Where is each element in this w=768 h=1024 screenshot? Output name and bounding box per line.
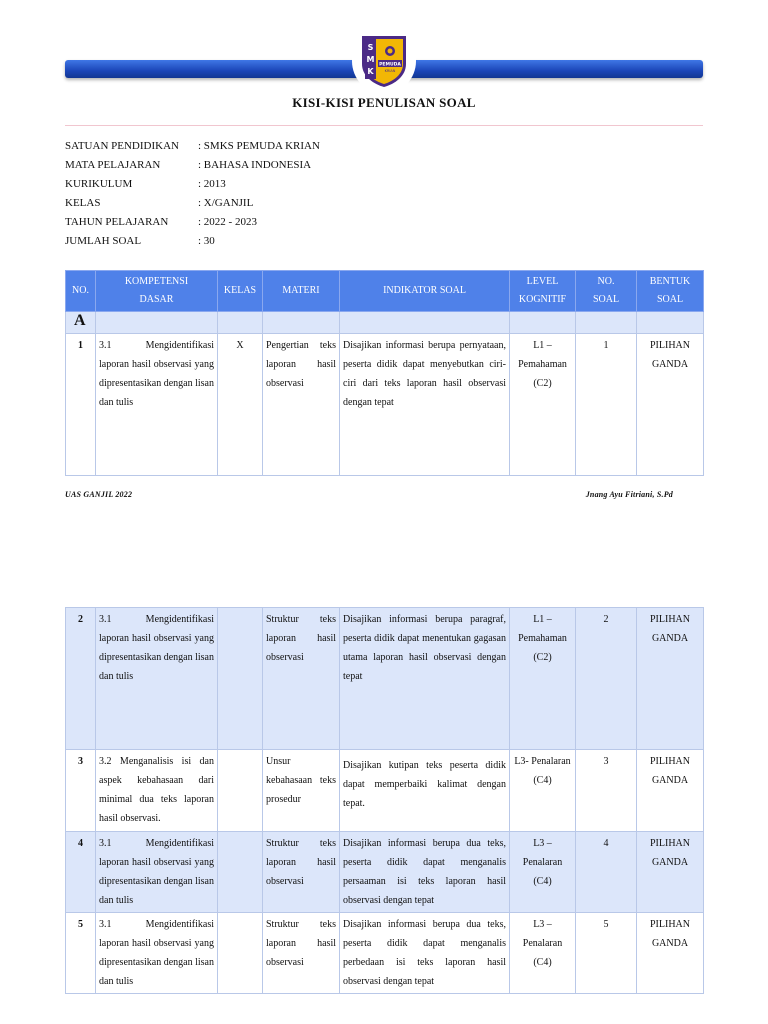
info-row bbox=[65, 140, 498, 159]
header-nosoal-line1: NO. bbox=[597, 276, 615, 287]
info-label: MATA PELAJARAN bbox=[65, 159, 161, 171]
header-materi: MATERI bbox=[263, 271, 340, 312]
cell-indikator: Disajikan kutipan teks peserta didik dapat memperbaiki kalimat dengan tepat. bbox=[340, 750, 510, 832]
cell-nosoal: 1 bbox=[576, 334, 637, 476]
header-kd-line1: KOMPETENSI bbox=[124, 276, 189, 287]
header-kd-line2: DASAR bbox=[139, 294, 174, 305]
header-kompetensi-dasar bbox=[96, 271, 218, 312]
document-title: KISI-KISI PENULISAN SOAL bbox=[292, 95, 476, 110]
cell-bentuk: PILIHAN GANDA bbox=[637, 832, 704, 913]
table-row bbox=[66, 913, 704, 994]
info-label: SATUAN PENDIDIKAN bbox=[65, 140, 179, 152]
cell-kelas bbox=[218, 913, 263, 994]
cell-indikator: Disajikan informasi berupa paragraf, peserta didik dapat menentukan gagasan utama laporan hasil observasi dengan tepat bbox=[340, 608, 510, 750]
table-row bbox=[66, 750, 704, 832]
cell-nosoal: 3 bbox=[576, 750, 637, 832]
cell-materi: Unsur kebahasaan teks prosedur bbox=[263, 750, 340, 832]
cell-nosoal: 5 bbox=[576, 913, 637, 994]
table-row bbox=[66, 334, 704, 476]
info-label: TAHUN PELAJARAN bbox=[65, 216, 169, 228]
cell-bentuk: PILIHAN GANDA bbox=[637, 334, 704, 476]
table-row bbox=[66, 832, 704, 913]
header-nosoal-line2: SOAL bbox=[592, 294, 620, 305]
footer-right: Jnang Ayu Fitriani, S.Pd bbox=[585, 490, 673, 499]
header-level-line2: KOGNITIF bbox=[518, 294, 567, 305]
cell-indikator: Disajikan informasi berupa dua teks, peserta didik dapat menganalis persaaman isi teks laporan hasil observasi dengan tepat bbox=[340, 832, 510, 913]
cell-materi: Struktur teks laporan hasil observasi bbox=[263, 608, 340, 750]
cell-no: 3 bbox=[66, 750, 96, 832]
header-level-kognitif bbox=[510, 271, 576, 312]
logo-letter-1: S bbox=[367, 43, 374, 52]
header-no-soal bbox=[576, 271, 637, 312]
cell-level: L1 – Pemahaman (C2) bbox=[510, 608, 576, 750]
cell-nosoal: 2 bbox=[576, 608, 637, 750]
info-value: : 2022 - 2023 bbox=[198, 216, 257, 228]
cell-level: L3 – Penalaran (C4) bbox=[510, 913, 576, 994]
header-bentuk-soal bbox=[637, 271, 704, 312]
footer-left: UAS GANJIL 2022 bbox=[65, 490, 133, 499]
info-row bbox=[65, 178, 498, 197]
cell-materi: Struktur teks laporan hasil observasi bbox=[263, 832, 340, 913]
cell-indikator: Disajikan informasi berupa dua teks, peserta didik dapat menganalis perbedaan isi teks laporan hasil observasi dengan tepat bbox=[340, 913, 510, 994]
cell-indikator: Disajikan informasi berupa pernyataan, peserta didik dapat menyebutkan ciri-ciri dari teks laporan hasil observasi dengan tepat bbox=[340, 334, 510, 476]
cell-no: 5 bbox=[66, 913, 96, 994]
info-value: : BAHASA INDONESIA bbox=[198, 159, 312, 171]
info-label: KELAS bbox=[65, 197, 101, 209]
header-no: NO. bbox=[66, 271, 96, 312]
info-value: : 30 bbox=[198, 235, 215, 247]
header-indikator: INDIKATOR SOAL bbox=[340, 271, 510, 312]
info-value: : SMKS PEMUDA KRIAN bbox=[198, 140, 320, 152]
info-label: JUMLAH SOAL bbox=[65, 235, 142, 247]
cell-level: L3- Penalaran (C4) bbox=[510, 750, 576, 832]
cell-bentuk: PILIHAN GANDA bbox=[637, 913, 704, 994]
info-row bbox=[65, 235, 498, 254]
info-row bbox=[65, 159, 498, 178]
header-bentuk-line2: SOAL bbox=[656, 294, 684, 305]
cell-kelas bbox=[218, 832, 263, 913]
cell-kd: 3.2 Menganalisis isi dan aspek kebahasaan dari minimal dua teks laporan hasil observasi. bbox=[96, 750, 218, 832]
cell-level: L1 – Pemahaman (C2) bbox=[510, 334, 576, 476]
cell-kd: 3.1 Mengidentifikasi laporan hasil observasi yang dipresentasikan dengan lisan dan tulis bbox=[96, 913, 218, 994]
info-row bbox=[65, 216, 498, 235]
logo-subtext: KRIAN bbox=[384, 69, 396, 73]
kisi-kisi-table-page1 bbox=[65, 270, 704, 476]
cell-nosoal: 4 bbox=[576, 832, 637, 913]
cell-kelas: X bbox=[218, 334, 263, 476]
cell-bentuk: PILIHAN GANDA bbox=[637, 750, 704, 832]
cell-materi: Pengertian teks laporan hasil observasi bbox=[263, 334, 340, 476]
school-logo bbox=[352, 28, 416, 94]
section-label: A bbox=[66, 312, 96, 334]
title-divider bbox=[65, 125, 703, 126]
kisi-kisi-table-page2 bbox=[65, 607, 704, 994]
cell-no: 2 bbox=[66, 608, 96, 750]
header-level-line1: LEVEL bbox=[526, 276, 559, 287]
cell-bentuk: PILIHAN GANDA bbox=[637, 608, 704, 750]
table-header-row bbox=[66, 271, 704, 312]
cell-kelas bbox=[218, 750, 263, 832]
info-row bbox=[65, 197, 498, 216]
logo-text: PEMUDA bbox=[379, 62, 401, 68]
header-kelas: KELAS bbox=[218, 271, 263, 312]
cell-level: L3 – Penalaran (C4) bbox=[510, 832, 576, 913]
info-label: KURIKULUM bbox=[65, 178, 133, 190]
cell-no: 4 bbox=[66, 832, 96, 913]
cell-kd: 3.1 Mengidentifikasi laporan hasil observasi yang dipresentasikan dengan lisan dan tulis bbox=[96, 608, 218, 750]
school-shield-icon bbox=[359, 34, 409, 88]
cell-kd: 3.1 Mengidentifikasi laporan hasil observasi yang dipresentasikan dengan lisan dan tulis bbox=[96, 334, 218, 476]
table-row bbox=[66, 608, 704, 750]
cell-no: 1 bbox=[66, 334, 96, 476]
info-block bbox=[65, 140, 498, 254]
cell-materi: Struktur teks laporan hasil observasi bbox=[263, 913, 340, 994]
info-value: : X/GANJIL bbox=[198, 197, 254, 209]
info-value: : 2013 bbox=[198, 178, 226, 190]
cell-kd: 3.1 Mengidentifikasi laporan hasil observasi yang dipresentasikan dengan lisan dan tulis bbox=[96, 832, 218, 913]
section-row bbox=[66, 312, 704, 334]
logo-letter-2: M bbox=[366, 55, 375, 64]
logo-letter-3: K bbox=[367, 67, 374, 76]
cell-kelas bbox=[218, 608, 263, 750]
header-bentuk-line1: BENTUK bbox=[649, 276, 691, 287]
